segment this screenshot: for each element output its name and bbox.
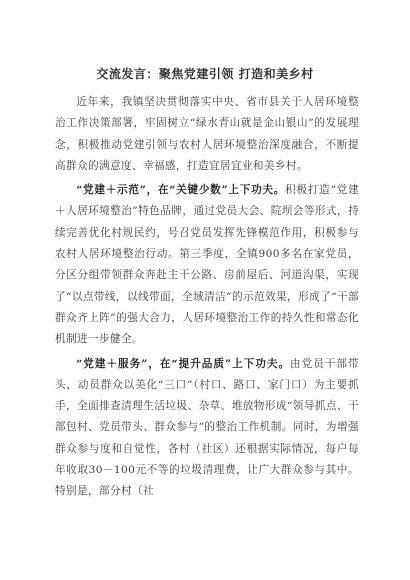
paragraph-party-demonstration (55, 180, 359, 350)
paragraph-text: 由党员干部带头，动员群众以美化“三口”（村口、路口、家门口）为主要抓手，全面排查清理生活垃圾、杂草、堆放物形成“领导抓点、干部包村、党员带头、群众参与”的整治工作机制。同时，为增强群众参与度和自觉性，各村（社区）还根据实际情况，每户每年收取30－100元不等的垃圾清理费，让广大群众参与其中。特别是，部分村（社 (55, 357, 360, 498)
paragraph-intro (55, 92, 359, 177)
paragraph-lead-heading: “党建＋服务”，在“提升品质”上下功夫。 (76, 357, 291, 370)
paragraph-text: 积极打造“党建＋人居环境整治”特色品牌，通过党员大会、院坝会等形式，持续完善优化村规民约，号召党员发挥先锋模范作用，积极参与农村人居环境整治行动。第三季度，全镇900多名在家党员，分区分组带领群众奔赴主干公路、房前屋后、河道沟渠，实现了“以点带线，以线带面，全域清洁”的示范效果，形成了“干部群众齐上阵”的强大合力，人居环境整治工作的持久性和常态化机制进一步健全。 (55, 184, 360, 346)
document-title: 交流发言：聚焦党建引领 打造和美乡村 (96, 67, 314, 81)
document-body (55, 92, 359, 506)
paragraph-party-service (55, 354, 359, 503)
paragraph-lead-heading: “党建＋示范”，在“关键少数”上下功夫。 (76, 184, 286, 197)
paragraph-intro-text: 近年来，我镇坚决贯彻落实中央、省市县关于人居环境整治工作决策部署，牢固树立“绿水青山就是金山银山”的发展理念，积极推动党建引领与农村人居环境整治深度融合，不断提高群众的满意度、幸福感，打造宜居宜业和美乡村。 (55, 96, 359, 172)
